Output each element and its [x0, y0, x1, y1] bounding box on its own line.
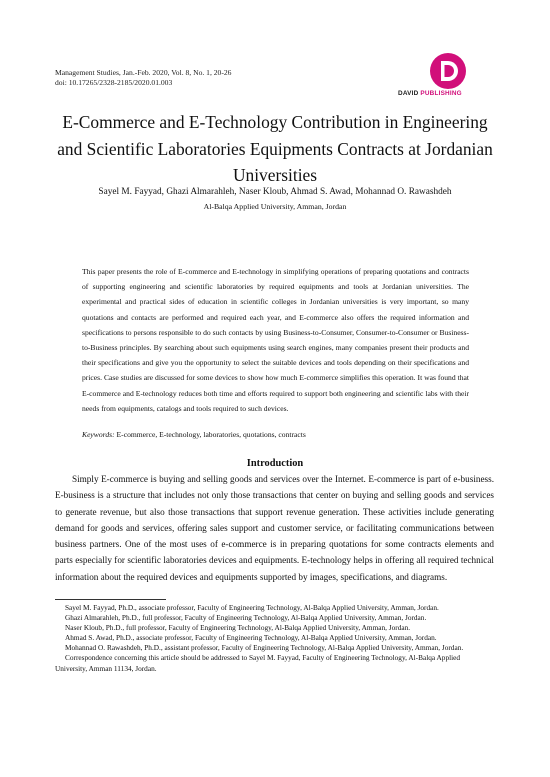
footnote: Mohannad O. Rawashdeh, Ph.D., assistant professor, Faculty of Engineering Technology, Al-Balqa Applied University, Amman, Jordan. [65, 643, 464, 653]
abstract: This paper presents the role of E-commerce and E-technology in simplifying operations of preparing quotations and contracts of supporting engineering and scientific laboratories by required equipments and tools at Jordanian universities. The experimental and practical sides of education in scientific colleges in Jordanian universities is very important, so many quotations and contacts are performed and required each year, and E-commerce also offers the required information and specifications to persons responsible to do such contacts by using Business-to-Consumer, Consumer-to-Consumer or Business-to-Business principles. By searching about such equipments using search engines, many companies present their products and their specifications and give you the opportunity to select the suitable devices and tools depending on their specifications and prices. Case studies are discussed for some devices to show how much E-commerce simplifies this operation. It was found that E-commerce and E-technology reduces both time and efforts required to support both engineering and scientific labs with their needs from equipments, catalogs and tools required to such devices. [82, 267, 469, 413]
keywords-label: Keywords: [82, 430, 115, 439]
doi: doi: 10.17265/2328-2185/2020.01.003 [55, 77, 173, 87]
footnote: Ghazi Almarahleh, Ph.D., full professor, Faculty of Engineering Technology, Al-Balqa Applied University, Amman, Jordan. [65, 613, 427, 623]
logo-word-publishing: PUBLISHING [420, 90, 462, 97]
affiliation: Al-Balqa Applied University, Amman, Jordan [203, 202, 347, 211]
footnote: Ahmad S. Awad, Ph.D., associate professor, Faculty of Engineering Technology, Al-Balqa Applied University, Amman, Jordan. [65, 633, 437, 643]
footnote: Sayel M. Fayyad, Ph.D., associate professor, Faculty of Engineering Technology, Al-Balqa Applied University, Amman, Jordan. [65, 603, 439, 612]
introduction-paragraph: Simply E-commerce is buying and selling goods and services over the Internet. E-commerce is part of e-business. E-business is a structure that includes not only those transactions that center on buying and selling goods and services to generate revenue, but also those transactions that support revenue generation. These activities include generating demand for goods and services, offering sales support and customer service, or facilitating communications between business partners. One of the most uses of e-commerce is in preparing quotations for some contracts elements and parts especially for scientific laboratories devices and equipments. E-technology helps in offering all required technical information about the required devices and equipments supported by images, specifications, and diagrams. [55, 474, 494, 582]
paper-title [40, 109, 510, 189]
title-line-3: Universities [232, 165, 318, 185]
author-list: Sayel M. Fayyad, Ghazi Almarahleh, Naser Kloub, Ahmad S. Awad, Mohannad O. Rawashdeh [98, 187, 452, 197]
logo-wordmark [398, 90, 498, 97]
david-publishing-logo-icon [398, 52, 498, 92]
section-heading-introduction: Introduction [246, 458, 304, 469]
title-line-1: E-Commerce and E-Technology Contribution in Engineering [62, 112, 488, 132]
running-header [55, 68, 355, 87]
footnote-rule [55, 599, 166, 600]
title-line-2: and Scientific Laboratories Equipments Contracts at Jordanian [57, 138, 493, 159]
footnote: Correspondence concerning this article should be addressed to Sayel M. Fayyad, Faculty of Engineering Technology, Al-Balqa Applied University, Amman 11134, Jordan. [55, 653, 461, 673]
footnote: Naser Kloub, Ph.D., full professor, Faculty of Engineering Technology, Al-Balqa Applied University, Amman, Jordan. [65, 623, 411, 633]
publisher-logo [398, 52, 498, 102]
footnotes [55, 603, 494, 674]
logo-word-david: DAVID [398, 90, 419, 97]
keywords-text: E-commerce, E-technology, laboratories, quotations, contracts [116, 430, 306, 439]
journal-citation: Management Studies, Jan.-Feb. 2020, Vol. 8, No. 1, 20-26 [55, 68, 232, 77]
keywords [82, 430, 469, 440]
